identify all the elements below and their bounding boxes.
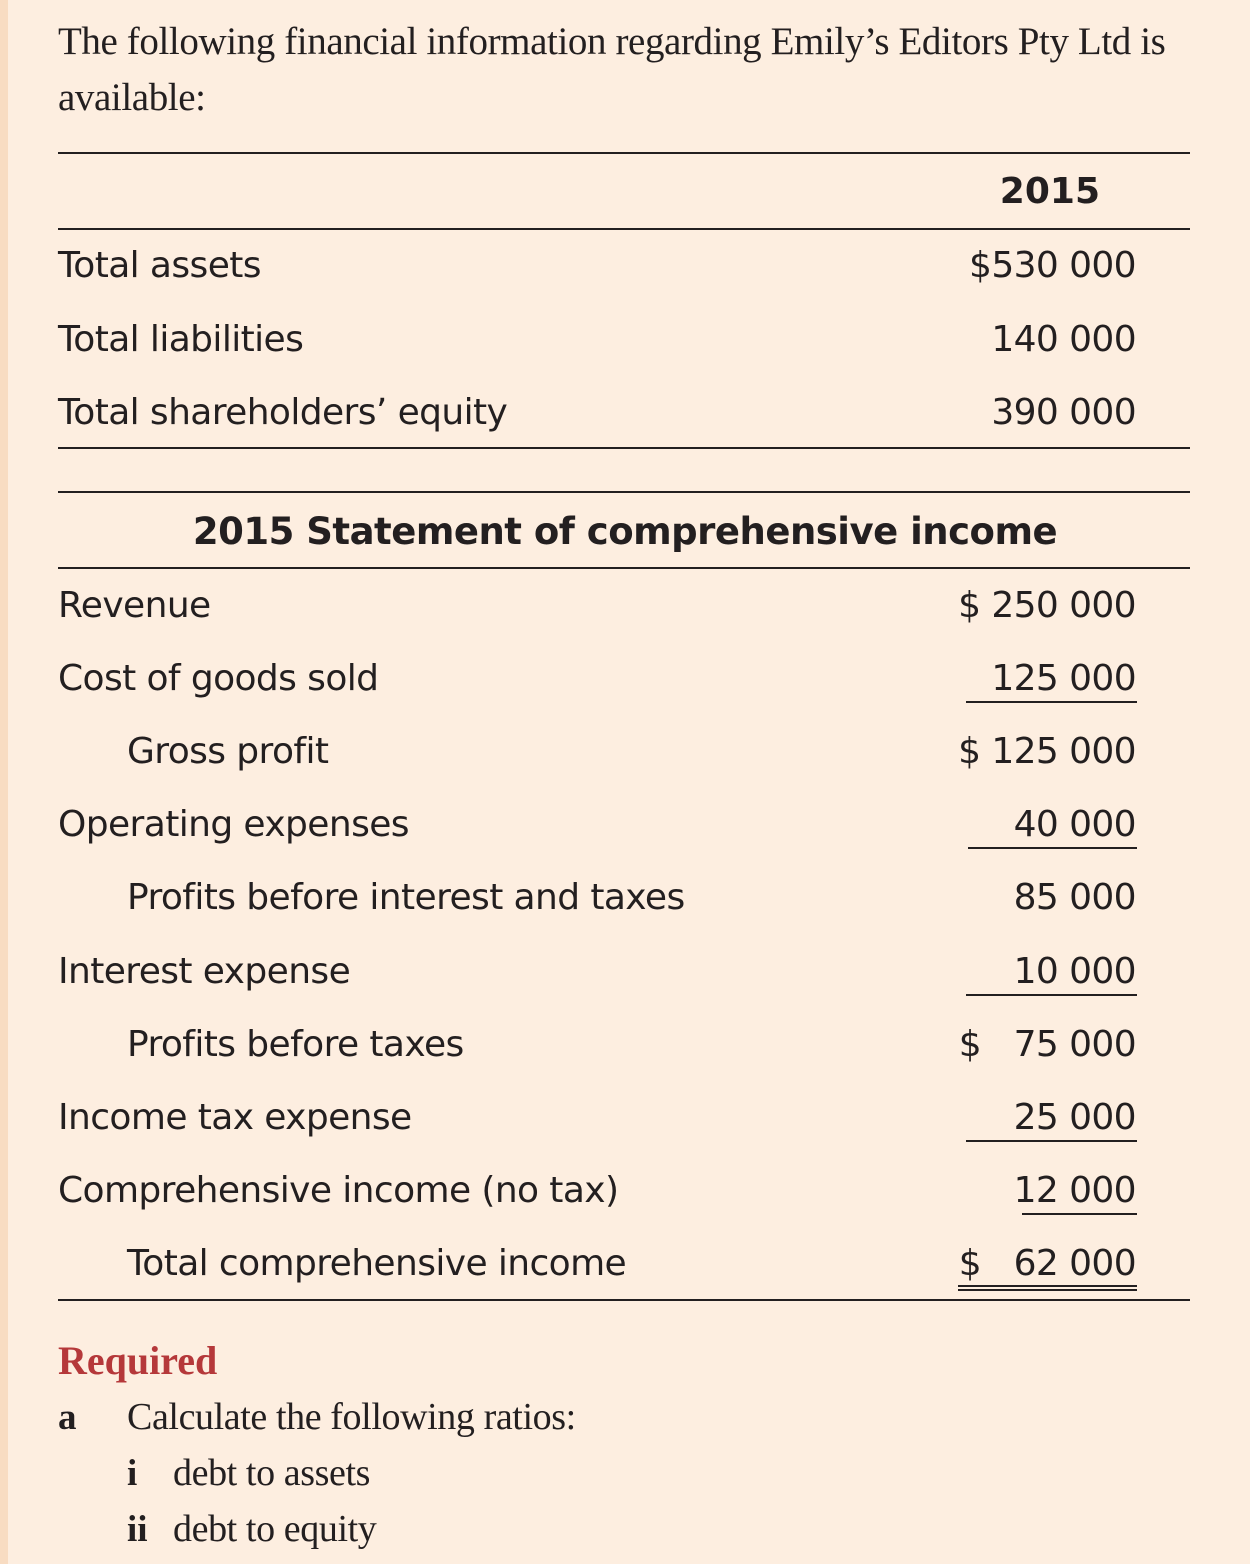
balance-label-total-liabilities: Total liabilities	[58, 319, 304, 360]
year-header: 2015	[999, 171, 1100, 212]
item-numeral-i: i	[127, 1453, 138, 1494]
income-label-operating-expenses: Operating expenses	[58, 804, 409, 845]
balance-value-shareholders-equity: 390 000	[991, 392, 1136, 433]
income-value-gross-profit: $ 125 000	[958, 731, 1136, 772]
balance-value-total-liabilities: 140 000	[991, 319, 1136, 360]
balance-header-rule	[58, 228, 1190, 230]
item-text-debt-to-assets: debt to assets	[173, 1452, 371, 1494]
balance-bottom-rule	[58, 447, 1190, 449]
income-statement-title: 2015 Statement of comprehensive income	[192, 510, 1058, 553]
interest-underline	[966, 994, 1137, 996]
comprehensive-underline	[1022, 1213, 1137, 1215]
income-label-interest-expense: Interest expense	[58, 951, 351, 992]
left-margin-stripe	[0, 0, 8, 1564]
income-bottom-rule	[58, 1299, 1190, 1301]
balance-label-total-assets: Total assets	[58, 245, 261, 286]
tax-underline	[966, 1140, 1137, 1142]
income-label-revenue: Revenue	[58, 585, 211, 626]
balance-value-total-assets: $530 000	[969, 245, 1136, 286]
income-label-pbt: Profits before taxes	[127, 1024, 464, 1065]
question-letter: a	[58, 1397, 77, 1438]
required-heading: Required	[58, 1338, 218, 1383]
intro-paragraph: The following financial information regarding Emily’s Editors Pty Ltd is available:	[58, 20, 1166, 119]
income-value-pbt: $ 75 000	[958, 1024, 1136, 1065]
question-text: Calculate the following ratios:	[127, 1396, 576, 1438]
income-value-interest-expense: 10 000	[1013, 951, 1136, 992]
income-header-rule	[58, 567, 1190, 569]
income-top-rule	[58, 491, 1190, 493]
income-label-total-comprehensive: Total comprehensive income	[127, 1243, 627, 1284]
total-double-underline	[958, 1285, 1137, 1291]
income-value-total-comprehensive: $ 62 000	[958, 1243, 1136, 1284]
item-text-debt-to-equity: debt to equity	[173, 1508, 377, 1550]
income-value-income-tax: 25 000	[1013, 1097, 1136, 1138]
income-value-pbit: 85 000	[1013, 877, 1136, 918]
income-value-operating-expenses: 40 000	[1013, 804, 1136, 845]
income-value-revenue: $ 250 000	[958, 585, 1136, 626]
income-label-pbit: Profits before interest and taxes	[127, 877, 685, 918]
cogs-underline	[966, 701, 1137, 703]
opex-underline	[968, 847, 1137, 849]
income-value-cogs: 125 000	[991, 658, 1136, 699]
income-label-gross-profit: Gross profit	[127, 731, 329, 772]
income-label-cogs: Cost of goods sold	[58, 658, 379, 699]
income-value-comprehensive-income: 12 000	[1013, 1170, 1136, 1211]
income-label-income-tax: Income tax expense	[58, 1097, 412, 1138]
balance-label-shareholders-equity: Total shareholders’ equity	[58, 392, 508, 433]
item-numeral-ii: ii	[127, 1509, 148, 1550]
income-label-comprehensive-income: Comprehensive income (no tax)	[58, 1170, 619, 1211]
balance-top-rule	[58, 152, 1190, 154]
